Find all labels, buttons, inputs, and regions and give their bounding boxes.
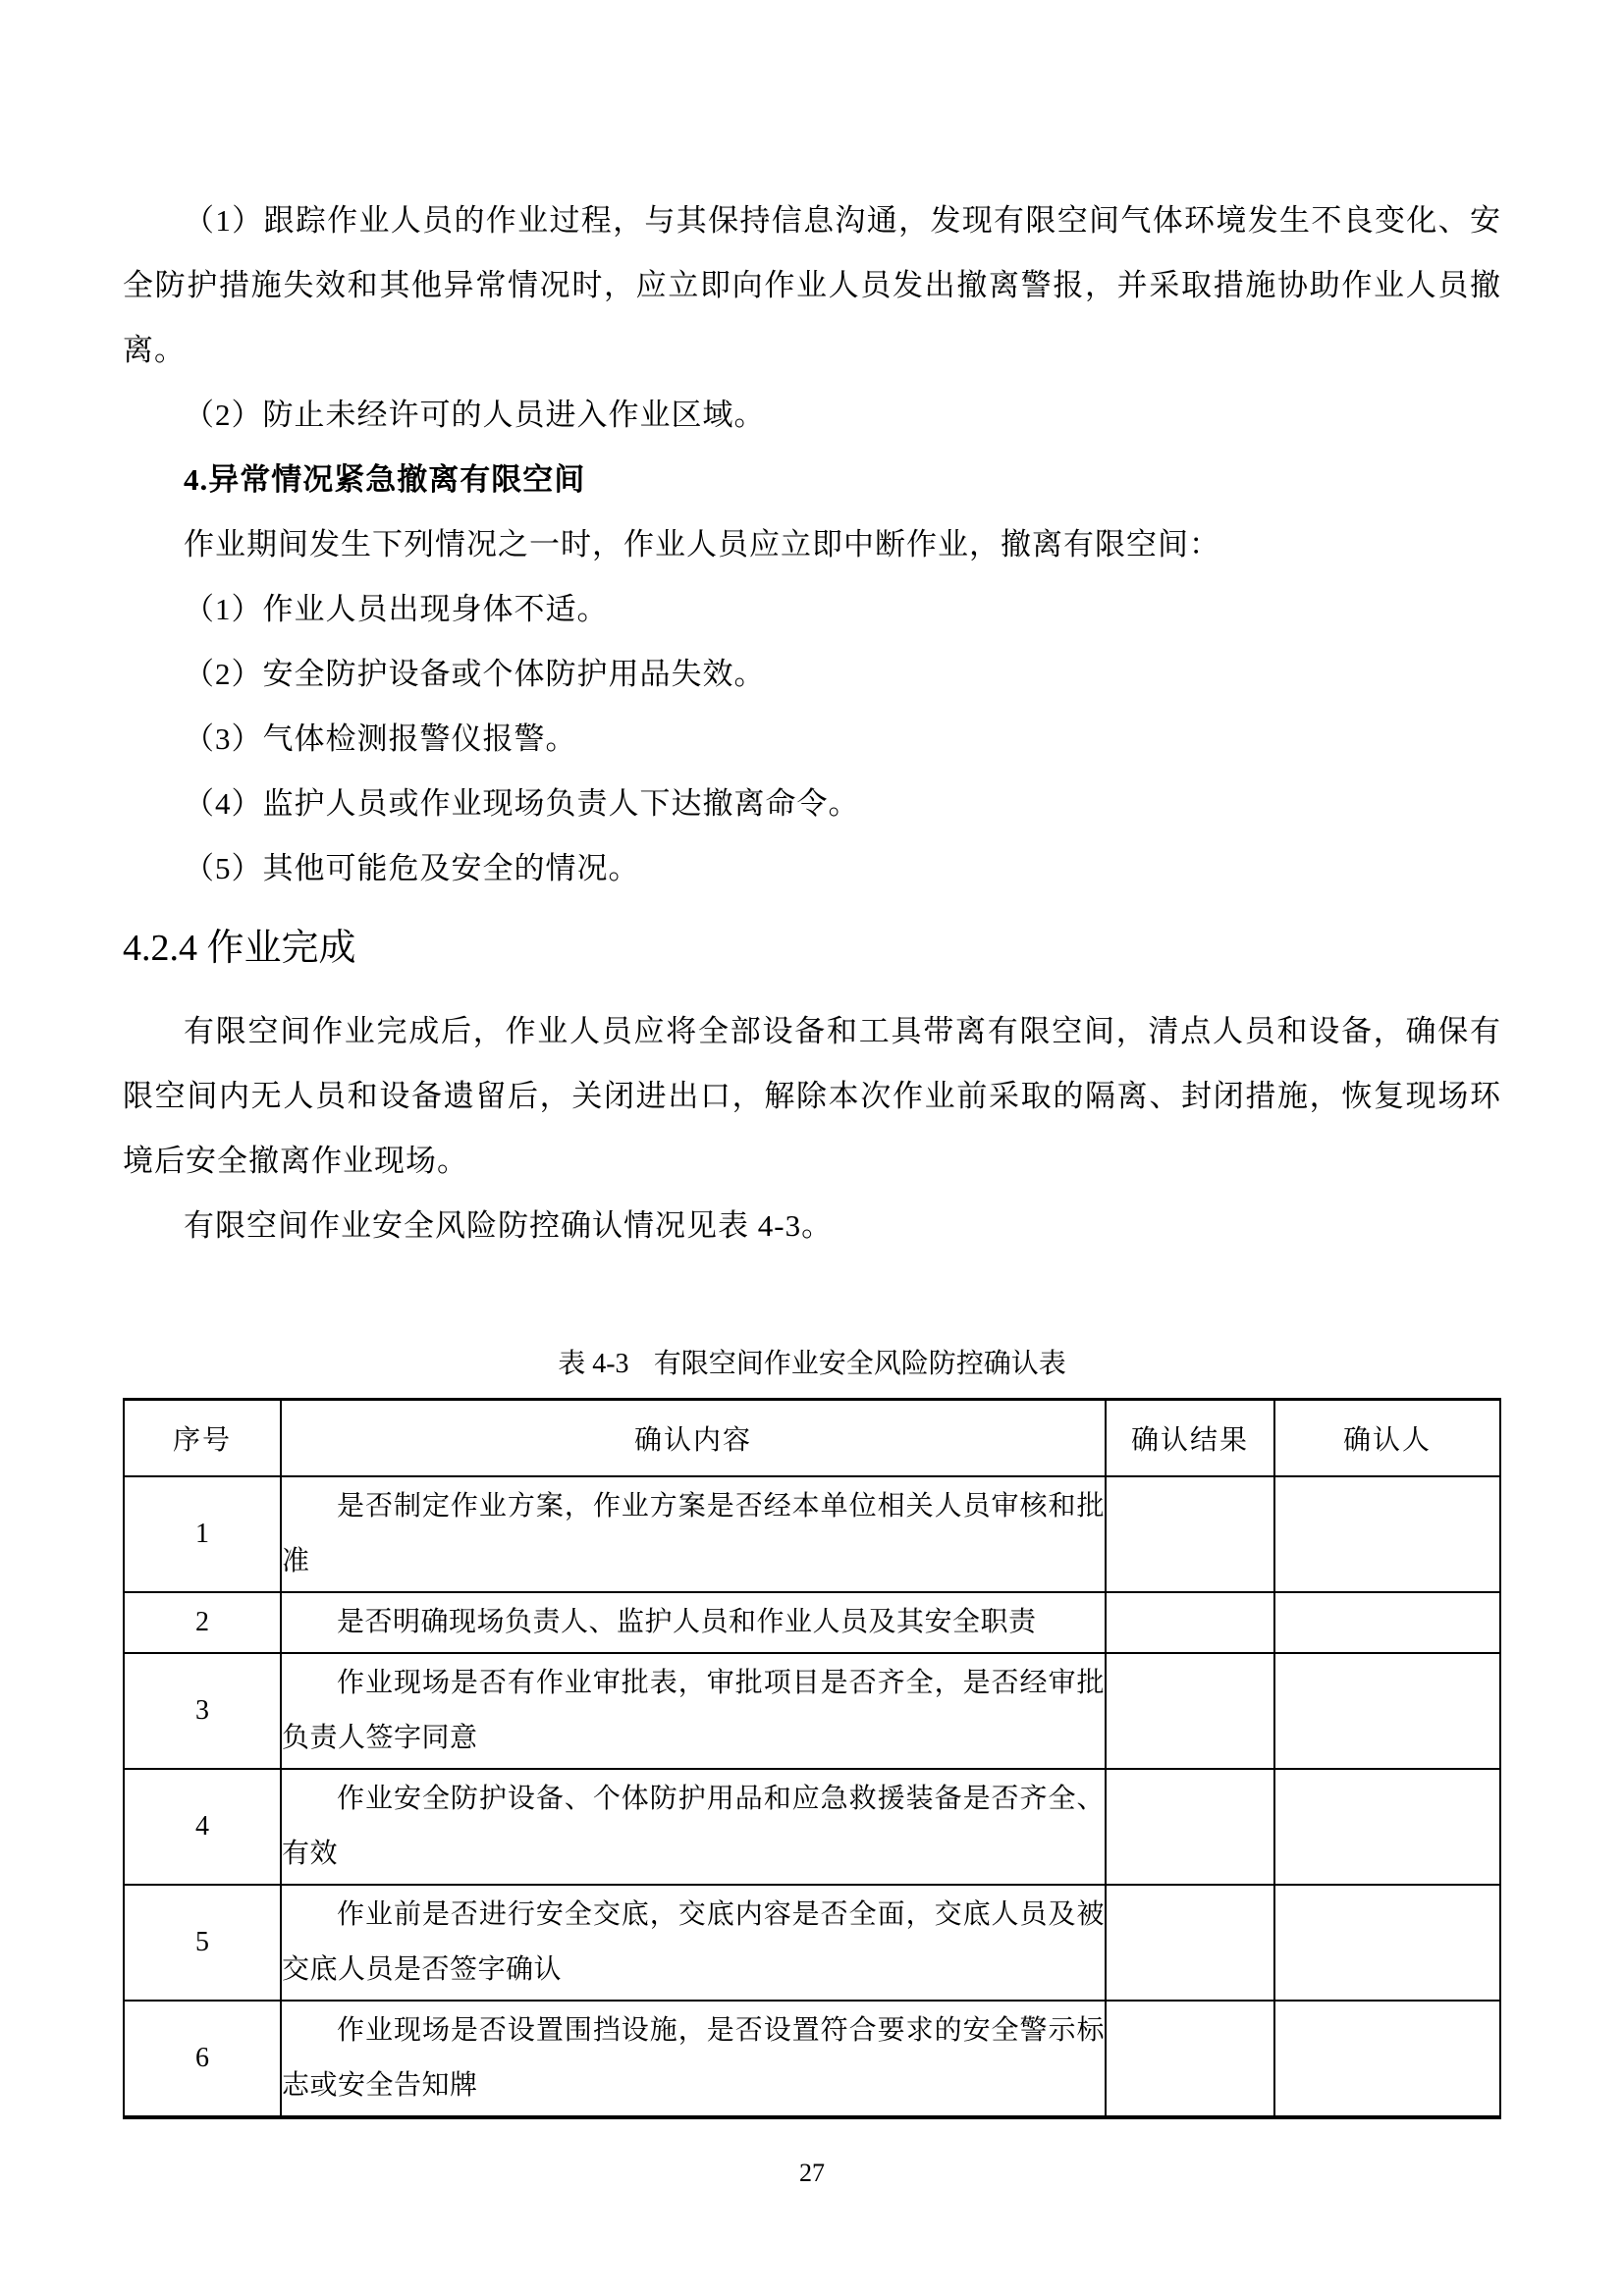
page-number: 27 [799,2158,825,2187]
row-2-number: 2 [124,1592,281,1653]
list-item-4: （4）监护人员或作业现场负责人下达撤离命令。 [184,786,860,821]
row-1-number: 1 [124,1476,281,1592]
row-6-content: 作业现场是否设置围挡设施，是否设置符合要求的安全警示标志或安全告知牌 [281,2001,1106,2117]
row-1-person [1274,1476,1500,1592]
row-4-number: 4 [124,1769,281,1885]
row-4-content: 作业安全防护设备、个体防护用品和应急救援装备是否齐全、有效 [281,1769,1106,1885]
row-3-number: 3 [124,1653,281,1769]
table-row-2 [124,1592,1500,1653]
table-header-no: 序号 [124,1400,281,1476]
table-row-4 [124,1769,1500,1885]
row-5-content: 作业前是否进行安全交底，交底内容是否全面，交底人员及被交底人员是否签字确认 [281,1885,1106,2001]
table-row-3 [124,1653,1500,1769]
paragraph-monitor-duty-1: （1）跟踪作业人员的作业过程，与其保持信息沟通，发现有限空间气体环境发生不良变化、安全防护措施失效和其他异常情况时，应立即向作业人员发出撤离警报，并采取措施协助作业人员撤离。 [123,203,1501,367]
table-header-result: 确认结果 [1106,1400,1274,1476]
row-6-number: 6 [124,2001,281,2117]
table-header-row [124,1400,1500,1476]
row-1-result [1106,1476,1274,1592]
row-6-result [1106,2001,1274,2117]
row-3-content: 作业现场是否有作业审批表，审批项目是否齐全，是否经审批负责人签字同意 [281,1653,1106,1769]
list-item-5: （5）其他可能危及安全的情况。 [184,851,640,885]
row-5-number: 5 [124,1885,281,2001]
table-header-content: 确认内容 [281,1400,1106,1476]
table-row-6 [124,2001,1500,2117]
row-2-result [1106,1592,1274,1653]
paragraph-monitor-duty-2: （2）防止未经许可的人员进入作业区域。 [184,398,766,432]
paragraph-evacuation-intro: 作业期间发生下列情况之一时，作业人员应立即中断作业，撤离有限空间： [184,527,1220,561]
list-item-2: （2）安全防护设备或个体防护用品失效。 [184,657,766,691]
risk-control-confirmation-table [123,1398,1501,2119]
paragraph-work-completion: 有限空间作业完成后，作业人员应将全部设备和工具带离有限空间，清点人员和设备，确保有限空间内无人员和设备遗留后，关闭进出口，解除本次作业前采取的隔离、封闭措施，恢复现场环境后安全撤离作业现场。 [123,1014,1501,1178]
row-6-person [1274,2001,1500,2117]
row-1-content: 是否制定作业方案，作业方案是否经本单位相关人员审核和批准 [281,1476,1106,1592]
table-caption [123,1345,1501,1384]
row-4-person [1274,1769,1500,1885]
table-row-5 [124,1885,1500,2001]
row-4-result [1106,1769,1274,1885]
row-3-result [1106,1653,1274,1769]
row-2-content: 是否明确现场负责人、监护人员和作业人员及其安全职责 [281,1592,1106,1653]
row-3-person [1274,1653,1500,1769]
list-item-3: （3）气体检测报警仪报警。 [184,721,577,756]
row-5-result [1106,1885,1274,2001]
section-heading-424: 4.2.4 作业完成 [123,928,356,969]
table-row-1 [124,1476,1500,1592]
list-item-1: （1）作业人员出现身体不适。 [184,592,609,626]
table-header-person: 确认人 [1274,1400,1500,1476]
table-caption-label: 表 4-3 [558,1349,629,1379]
paragraph-table-reference: 有限空间作业安全风险防控确认情况见表 4-3。 [184,1208,834,1243]
row-5-person [1274,1885,1500,2001]
subheading-emergency-evacuation: 4.异常情况紧急撤离有限空间 [184,462,586,497]
row-2-person [1274,1592,1500,1653]
table-caption-title: 有限空间作业安全风险防控确认表 [653,1349,1066,1379]
